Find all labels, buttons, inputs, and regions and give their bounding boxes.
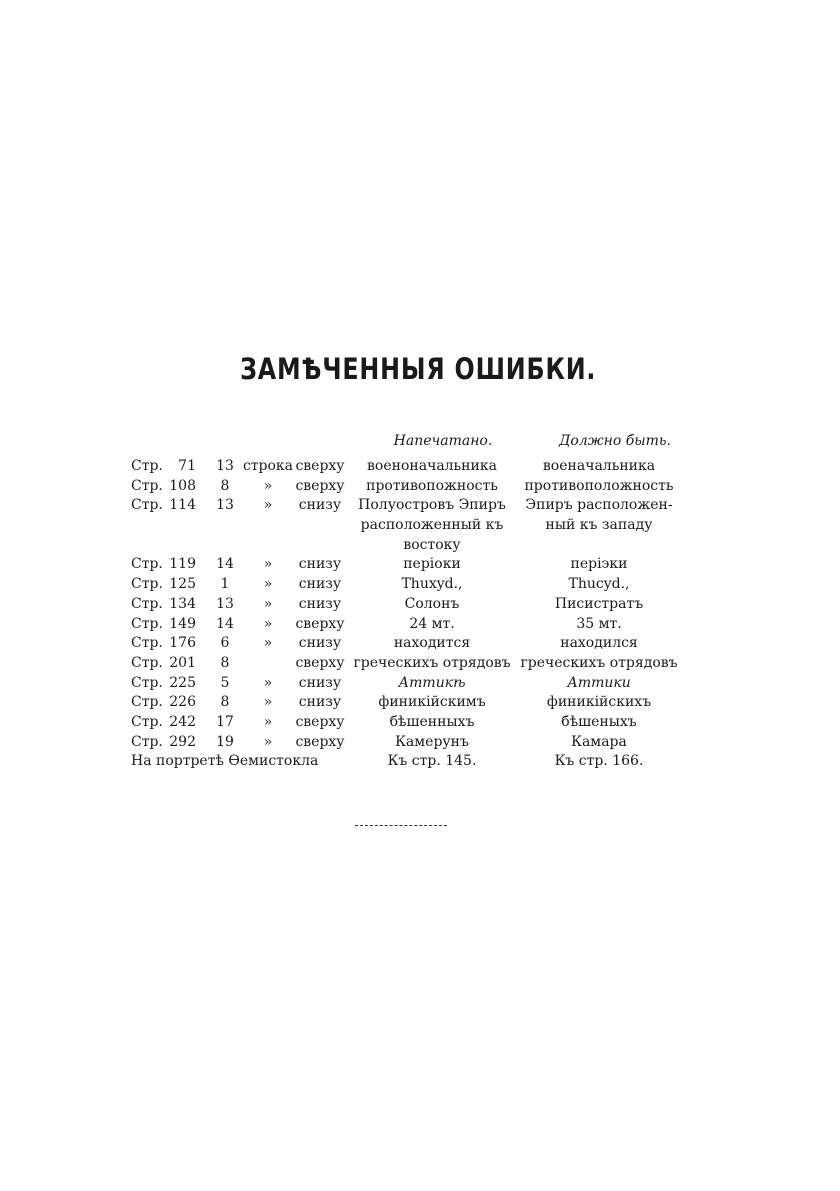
row-label: Стр. [131, 497, 163, 514]
printed-text: находится [393, 635, 471, 652]
line-number: 8 [220, 694, 230, 711]
line-number: 13 [216, 595, 234, 612]
ditto-mark: » [263, 477, 273, 494]
correct-text: ный къ западу [545, 517, 653, 534]
end-separator-rule [355, 825, 447, 826]
printed-text: противопожность [366, 477, 498, 494]
printed-text: Къ стр. 145. [387, 753, 477, 770]
printed-text: періоки [403, 556, 461, 573]
page-title: ЗАМѢЧЕННЫЯ ОШИБКИ. [240, 352, 597, 386]
ditto-mark: » [263, 674, 273, 691]
direction: сверху [295, 477, 345, 494]
portrait-note-row [0, 752, 840, 772]
direction: снизу [298, 556, 342, 573]
correct-text: Камара [571, 733, 627, 750]
page-number: 292 [169, 733, 196, 750]
portrait-note-label: На портретѣ Ѳемистокла [131, 753, 319, 770]
table-row [0, 477, 840, 497]
table-row [0, 595, 840, 615]
line-number: 14 [216, 556, 234, 573]
table-row [0, 575, 840, 595]
row-label: Стр. [131, 477, 163, 494]
printed-text: греческихъ отрядовъ [353, 654, 511, 671]
correct-text: Эпиръ расположен- [525, 497, 673, 514]
row-label: Стр. [131, 674, 163, 691]
direction: снизу [298, 595, 342, 612]
direction: сверху [295, 458, 345, 474]
page-number: 114 [169, 497, 196, 514]
ditto-mark: » [263, 635, 273, 652]
printed-text: финикійскимъ [378, 694, 486, 711]
direction: снизу [298, 694, 342, 711]
line-number: 8 [220, 477, 230, 494]
correct-text: Къ стр. 166. [554, 753, 644, 770]
correct-text: финикійскихъ [546, 694, 652, 711]
ditto-mark: » [263, 556, 273, 573]
errata-table [0, 457, 840, 772]
table-row [0, 733, 840, 753]
page-number: 226 [169, 694, 196, 711]
row-label: Стр. [131, 654, 163, 671]
correct-text: Thucyd., [568, 576, 630, 593]
correct-text: 35 мт. [576, 615, 622, 632]
row-label: Стр. [131, 556, 163, 573]
correct-text: противоположность [524, 477, 674, 494]
row-label: Стр. [131, 635, 163, 652]
page-number: 119 [169, 556, 196, 573]
ditto-mark: » [263, 576, 273, 593]
column-header-should-be: Должно быть. [558, 433, 672, 449]
direction: снизу [298, 576, 342, 593]
printed-text: расположенный къ [360, 517, 504, 534]
row-label: Стр. [131, 694, 163, 711]
line-number: 19 [216, 733, 234, 750]
ditto-mark: » [263, 497, 273, 514]
table-row [0, 654, 840, 674]
page-number: 71 [178, 458, 196, 474]
line-marker: строка [242, 458, 294, 474]
correct-text: бѣшеныхъ [561, 713, 637, 730]
correct-text: Аттики [567, 674, 631, 691]
correct-text: военачальника [542, 458, 656, 474]
row-label: Стр. [131, 615, 163, 632]
table-row-continuation [0, 536, 840, 556]
row-label: Стр. [131, 576, 163, 593]
table-row [0, 457, 840, 477]
column-header-printed: Напечатано. [393, 433, 493, 449]
direction: сверху [295, 615, 345, 632]
row-label: Стр. [131, 458, 163, 474]
correct-text: греческихъ отрядовъ [520, 654, 678, 671]
direction: сверху [295, 733, 345, 750]
printed-text: бѣшенныхъ [389, 713, 475, 730]
direction: сверху [295, 654, 345, 671]
printed-text: востоку [403, 536, 461, 553]
row-label: Стр. [131, 733, 163, 750]
direction: сверху [295, 713, 345, 730]
line-number: 13 [216, 497, 234, 514]
page-number: 225 [169, 674, 196, 691]
table-row [0, 615, 840, 635]
printed-text: Солонъ [404, 595, 460, 612]
correct-text: Писистратъ [554, 595, 644, 612]
direction: снизу [298, 674, 342, 691]
row-label: Стр. [131, 713, 163, 730]
page-number: 149 [169, 615, 196, 632]
ditto-mark: » [263, 694, 273, 711]
ditto-mark: » [263, 595, 273, 612]
correct-text: находился [560, 635, 638, 652]
line-number: 8 [220, 654, 230, 671]
correct-text: періэки [570, 556, 628, 573]
page-number: 201 [169, 654, 196, 671]
printed-text: 24 мт. [409, 615, 455, 632]
line-number: 14 [216, 615, 234, 632]
row-label: Стр. [131, 595, 163, 612]
ditto-mark: » [263, 615, 273, 632]
direction: снизу [298, 635, 342, 652]
direction: снизу [298, 497, 342, 514]
line-number: 5 [220, 674, 230, 691]
printed-text: Thuxyd., [401, 576, 463, 593]
table-row [0, 674, 840, 694]
line-number: 13 [216, 458, 234, 474]
printed-text: военоначальника [367, 458, 497, 474]
page-number: 176 [169, 635, 196, 652]
page-number: 125 [169, 576, 196, 593]
printed-text: Полуостровъ Эпиръ [358, 497, 506, 514]
line-number: 6 [220, 635, 230, 652]
ditto-mark: » [263, 733, 273, 750]
table-row-continuation [0, 516, 840, 536]
line-number: 1 [220, 576, 230, 593]
table-row [0, 496, 840, 516]
page-number: 134 [169, 595, 196, 612]
table-row [0, 713, 840, 733]
printed-text: Аттикѣ [398, 674, 466, 691]
table-row [0, 555, 840, 575]
line-number: 17 [216, 713, 234, 730]
ditto-mark: » [263, 713, 273, 730]
table-row [0, 693, 840, 713]
printed-text: Камерунъ [395, 733, 469, 750]
table-row [0, 634, 840, 654]
page-number: 108 [169, 477, 196, 494]
page-number: 242 [169, 713, 196, 730]
